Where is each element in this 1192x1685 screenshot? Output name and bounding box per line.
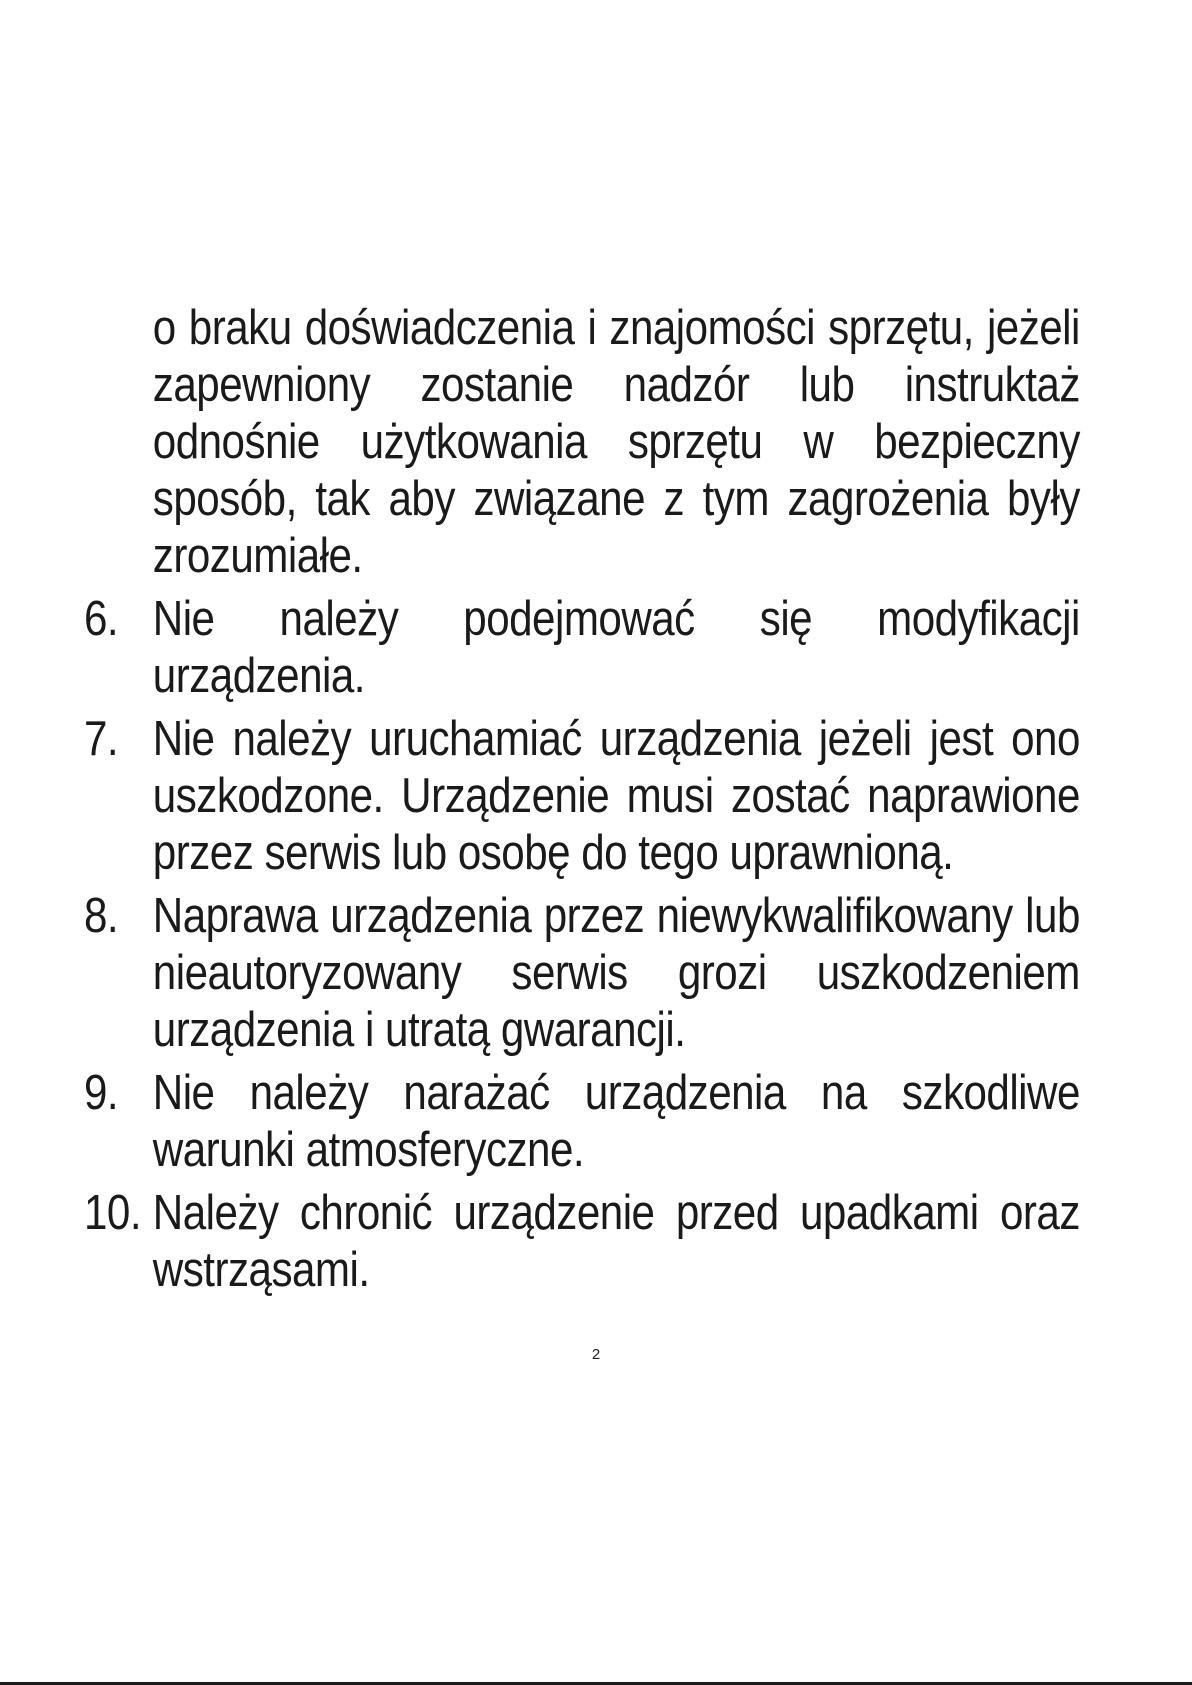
page-number: 2 [591, 1346, 601, 1363]
list-item-number: 9. [84, 1066, 119, 1120]
list-item-number: 8. [84, 889, 119, 943]
text-body [84, 300, 1080, 1299]
list-item-text: Nie należy narażać urządzenia na szkodliwe warunki atmosferyczne. [152, 1066, 1080, 1177]
list-item [84, 1065, 1080, 1179]
list-item [84, 711, 1080, 882]
list-item [84, 888, 1080, 1059]
list-item-number: 7. [84, 712, 119, 766]
list-item [84, 591, 1080, 705]
list-item-number: 10. [84, 1186, 142, 1240]
list-item-text: Nie należy podejmować się modyfikacji urządzenia. [152, 592, 1080, 703]
list-item [84, 1185, 1080, 1299]
page-content [84, 300, 1080, 1299]
list-item-text: Nie należy uruchamiać urządzenia jeżeli jest ono uszkodzone. Urządzenie musi zostać naprawione przez serwis lub osobę do tego uprawnioną. [152, 712, 1080, 880]
list-item-number: 6. [84, 592, 119, 646]
list-item-text: Naprawa urządzenia przez niewykwalifikowany lub nieautoryzowany serwis grozi uszkodzeniem urządzenia i utratą gwarancji. [152, 889, 1080, 1057]
list-item-text: Należy chronić urządzenie przed upadkami oraz wstrząsami. [152, 1186, 1080, 1297]
continuation-paragraph: o braku doświadczenia i znajomości sprzętu, jeżeli zapewniony zostanie nadzór lub instruktaż odnośnie użytkowania sprzętu w bezpieczny sposób, tak aby związane z tym zagrożenia były zrozumiałe. [152, 301, 1080, 583]
